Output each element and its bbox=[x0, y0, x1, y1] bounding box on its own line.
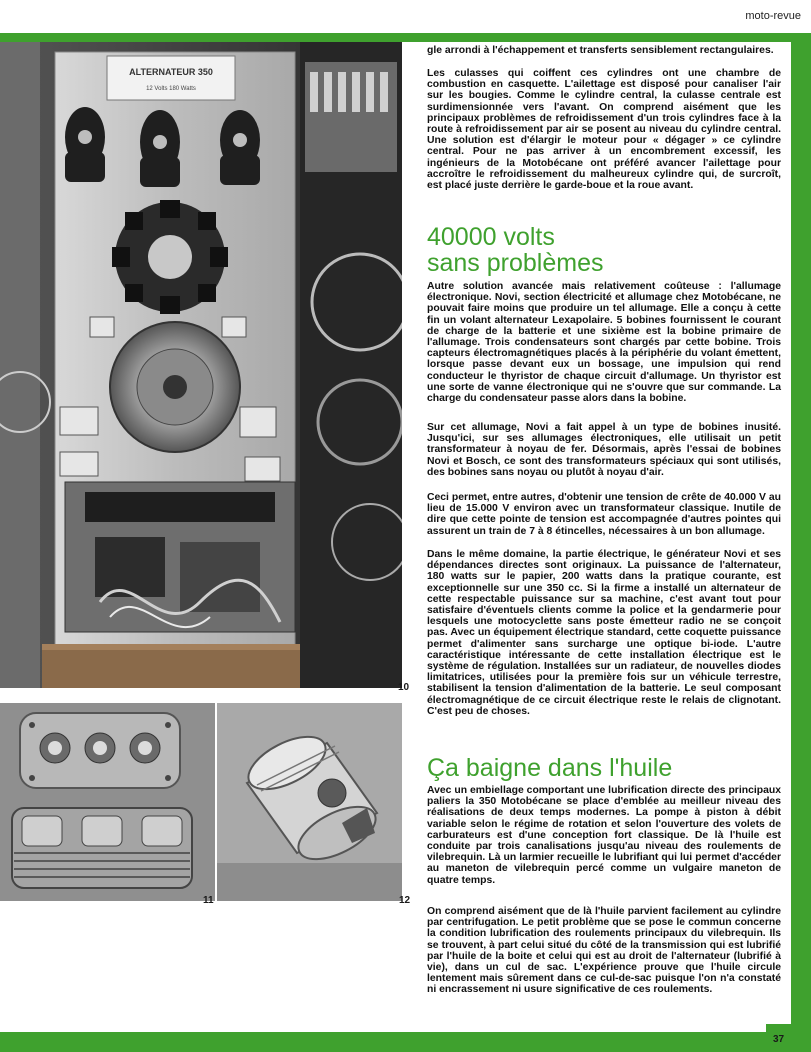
figure-10-number: 10 bbox=[398, 682, 410, 693]
page-number: 37 bbox=[773, 1034, 785, 1045]
green-border-right bbox=[791, 33, 811, 1033]
piston-photo bbox=[217, 703, 402, 901]
figure-11-number: 11 bbox=[203, 895, 214, 906]
section1-title-line2: sans problèmes bbox=[427, 249, 604, 277]
section2-paragraph-2: On comprend aisément que de là l'huile parvient facilement au cylindre par centrifugation. Le petit problème que se pose le commun concerne la condition lubrification des roulements principaux du vilebrequin. Ils se trouvent, à part celui situé du côté de la transmission qui est lubrifié par l'huile de la boite et celui qui est au droit de l'alternateur (lubrifié à vie), dans un cul de sac. L'expérience prouve que l'huile circule lentement mais sûrement dans ce cul-de-sac puisque l'on n'a constaté ni encrassement ni usure significative de ces roulements. bbox=[427, 906, 781, 996]
section2-title: Ça baigne dans l'huile bbox=[427, 754, 673, 782]
intro-paragraph-2: Les culasses qui coiffent ces cylindres ont une chambre de combustion en casquette. L'ailettage est disposé pour canaliser l'air sur les bougies. Comme le cylindre central, la culasse centrale est surdimensionnée vers l'avant. On comprend aisément que les principaux problèmes de refroidissement d'un trois cylindres face à la route à refroidissement par air se posent au niveau du cylindre central. Une solution est d'élargir le moteur pour « dégager » ce cylindre central. Pour ne pas arriver à un encombrement excessif, les ingénieurs de la Motobécane ont préféré avancer l'ailettage pour accroître le refroidissement du malheureux cylindre qui, de surcroît, est placé juste derrière le garde-boue et la roue avant. bbox=[427, 68, 781, 192]
green-border-bottom bbox=[0, 1032, 811, 1052]
section1-paragraph-2: Sur cet allumage, Novi a fait appel à un type de bobines inusité. Jusqu'ici, sur ses allumages électroniques, elle utilisait un petit transformateur à noyau de fer. Désormais, après l'essai de bobines Novi et Bosch, ce sont des transformateurs spéciaux qui sont utilisés, des bobines sans noyau ou plutôt à noyau d'air. bbox=[427, 422, 781, 478]
magazine-header: moto-revue bbox=[745, 10, 801, 22]
figure-12-number: 12 bbox=[399, 895, 411, 906]
section1-paragraph-3: Ceci permet, entre autres, d'obtenir une tension de crête de 40.000 V au lieu de 15.000 V environ avec un transformateur classique. Inutile de dire que cette pointe de tension est accompagnée d'autres pointes qui assurent un train de 7 à 8 étincelles, nécessaires à un bon allumage. bbox=[427, 492, 781, 537]
alternator-display-photo bbox=[0, 42, 402, 688]
plaque-title: ALTERNATEUR 350 bbox=[129, 67, 213, 77]
intro-paragraph-1: gle arrondi à l'échappement et transferts sensiblement rectangulaires. bbox=[427, 45, 774, 56]
section2-paragraph-1: Avec un embiellage comportant une lubrification directe des principaux paliers la 350 Motobécane se place d'emblée au meilleur niveau des réalisations de deux temps modernes. La pompe à piston à débit variable selon le régime de rotation et selon l'ouverture des volets de carburateurs est d'une conception fort classique. De là l'huile est conduite par trois canalisations jusqu'au niveau des roulements de vilebrequin. Là un larmier recueille le lubrifiant qui lui permet d'accéder au maneton de vilebrequin percé comme un vulgaire maneton de quatre temps. bbox=[427, 785, 781, 886]
section1-paragraph-1: Autre solution avancée mais relativement coûteuse : l'allumage électronique. Novi, section électricité et allumage chez Motobécane, ne pouvait faire moins que produire un tel allumage. Elle a conçu à cette fin un volant alternateur Lexapolaire. 5 bobines fournissent le courant de charge de la batterie et une sixième est la bobine primaire de l'allumage. Trois condensateurs sont chargés par cette bobine. Trois capteurs électromagnétiques placés à la périphérie du volant émettent, lorsque passe devant eux un bossage, une impulsion qui rend conducteur le thyristor de chaque circuit d'allumage. Un thyristor est une sorte de vanne électronique qui ne s'ouvre que sur commande. La charge du condensateur passe alors dans la bobine. bbox=[427, 281, 781, 405]
plaque-subtitle: 12 Volts 180 Watts bbox=[146, 86, 196, 92]
green-border-top bbox=[0, 33, 811, 42]
section1-title-line1: 40000 volts bbox=[427, 223, 555, 251]
cylinder-heads-photo bbox=[0, 703, 215, 901]
section1-paragraph-4: Dans le même domaine, la partie électrique, le générateur Novi et ses dépendances directes sont originaux. La puissance de l'alternateur, 180 watts sur le papier, 200 watts dans la pratique courante, est exceptionnelle sur une 350 cc. Si la firme a installé un alternateur de cette respectable puissance sur sa machine, c'est avant tout pour satisfaire d'éventuels clients comme la police et la gendarmerie pour lesquels une motocyclette sans poste émetteur radio ne se conçoit pas. Avec un équipement électrique standard, cette coquette puissance permet d'alimenter sans surcharge une optique bi-iode. L'autre caractéristique intéressante de cette installation électrique est le système de régulation. Installées sur un radiateur, de nouvelles diodes limitatrices, utilisées pour la première fois sur un véhicule terrestre, stabilisent la tension d'alimentation de la batterie. Le seul composant électromagnétique de ce circuit électrique reste le relais de clignotant. C'est peu de choses. bbox=[427, 549, 781, 717]
